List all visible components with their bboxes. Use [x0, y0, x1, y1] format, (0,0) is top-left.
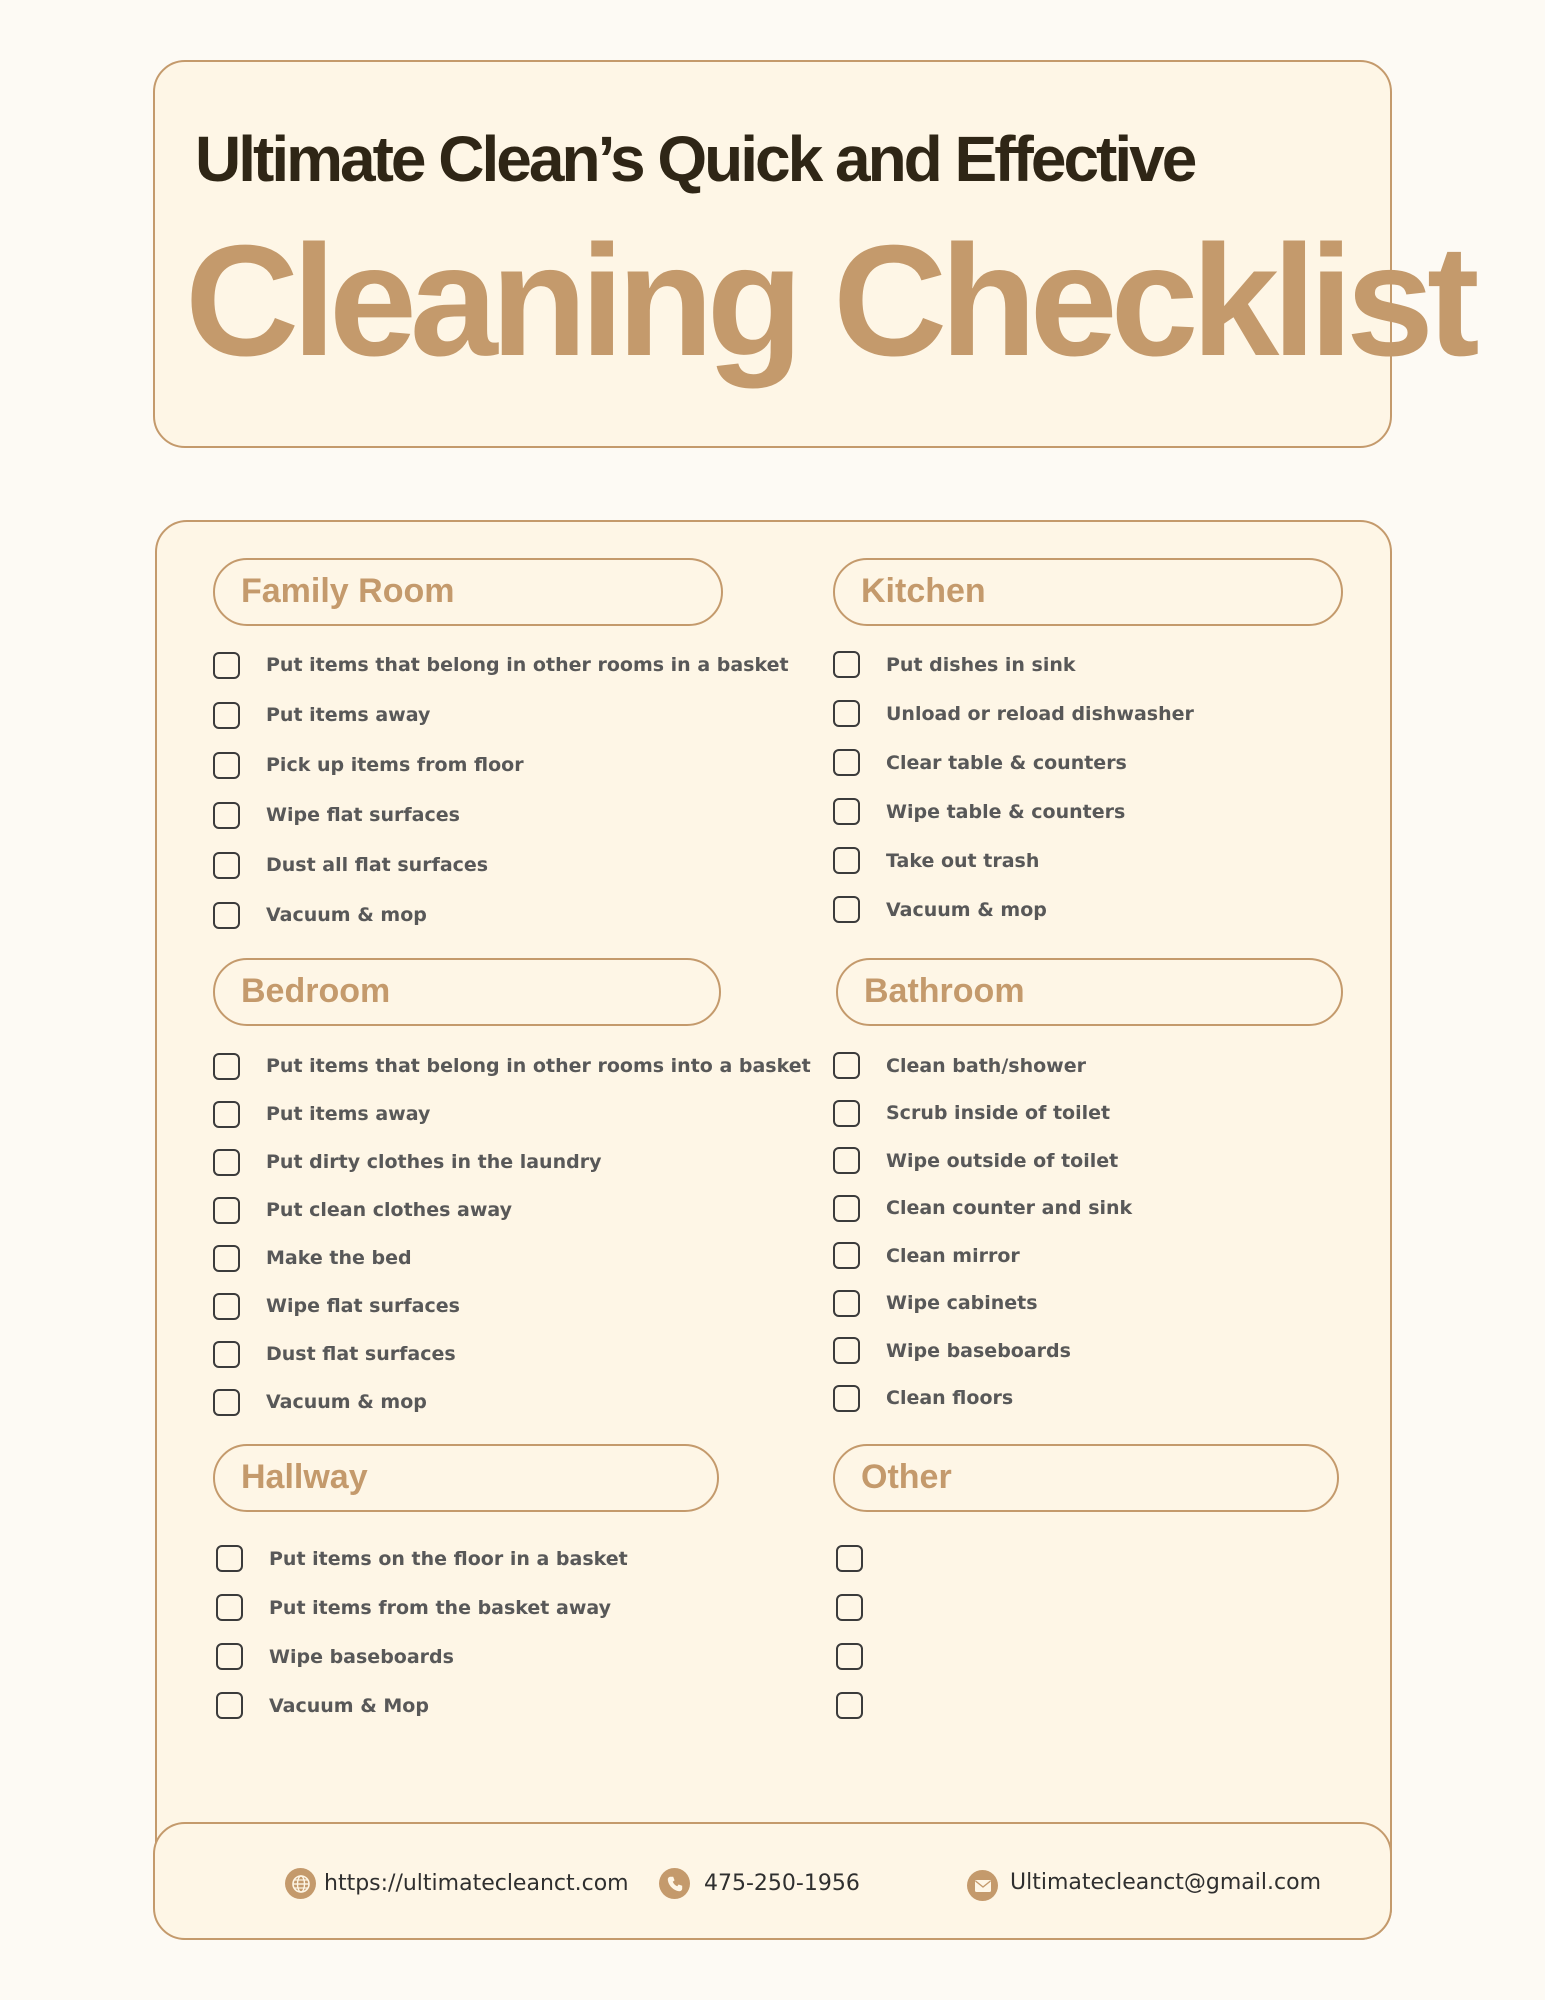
checklist-item[interactable]	[833, 787, 1343, 836]
item-label: Vacuum & mop	[886, 898, 1047, 921]
page-title: Cleaning Checklist	[185, 213, 1473, 389]
checklist-item[interactable]	[833, 689, 1343, 738]
section-title: Family Room	[241, 572, 455, 610]
checklist-item[interactable]	[213, 640, 789, 690]
item-label: Scrub inside of toilet	[886, 1102, 1111, 1125]
checkbox[interactable]	[836, 1545, 863, 1572]
checklist-item[interactable]	[213, 1378, 811, 1426]
checklist-items	[213, 640, 789, 940]
section-title: Bedroom	[241, 972, 391, 1010]
checklist-item[interactable]	[213, 1042, 811, 1090]
website-contact[interactable]	[285, 1868, 629, 1899]
checklist-item[interactable]	[213, 1330, 811, 1378]
section-title: Kitchen	[861, 572, 986, 610]
checklist-item[interactable]	[833, 1185, 1343, 1233]
checkbox[interactable]	[213, 752, 240, 779]
checkbox[interactable]	[213, 1053, 240, 1080]
checkbox[interactable]	[833, 1052, 860, 1079]
item-label: Put items away	[266, 1103, 431, 1125]
checklist-items	[833, 640, 1343, 934]
item-label: Wipe baseboards	[269, 1645, 454, 1668]
item-label: Clean mirror	[886, 1244, 1020, 1267]
checkbox[interactable]	[833, 651, 860, 678]
item-label: Put items that belong in other rooms in a basket	[266, 654, 789, 676]
checkbox[interactable]	[833, 1385, 860, 1412]
item-label: Wipe flat surfaces	[266, 1295, 460, 1317]
section-header	[213, 558, 723, 626]
item-label: Clean bath/shower	[886, 1054, 1086, 1077]
checklist-item[interactable]	[216, 1583, 719, 1632]
checklist-item[interactable]	[213, 1090, 811, 1138]
checklist-item[interactable]	[216, 1632, 719, 1681]
item-label: Take out trash	[886, 849, 1040, 872]
item-label: Make the bed	[266, 1247, 412, 1269]
item-label: Wipe cabinets	[886, 1292, 1038, 1315]
checklist-item[interactable]	[833, 1232, 1343, 1280]
checklist-item[interactable]	[836, 1583, 1339, 1632]
checkbox[interactable]	[833, 1242, 860, 1269]
section-header	[833, 558, 1343, 626]
checklist-item[interactable]	[836, 1534, 1339, 1583]
phone-contact[interactable]	[659, 1868, 860, 1899]
item-label: Pick up items from floor	[266, 754, 524, 776]
checkbox[interactable]	[836, 1643, 863, 1670]
checkbox[interactable]	[213, 1101, 240, 1128]
checkbox[interactable]	[833, 1290, 860, 1317]
section-header	[213, 958, 721, 1026]
checklist-item[interactable]	[833, 1042, 1343, 1090]
checklist-items	[216, 1534, 719, 1730]
checklist-item[interactable]	[213, 790, 789, 840]
item-label: Wipe baseboards	[886, 1339, 1071, 1362]
item-label: Wipe outside of toilet	[886, 1149, 1119, 1172]
section-title: Bathroom	[864, 972, 1025, 1010]
checkbox[interactable]	[833, 847, 860, 874]
checkbox[interactable]	[213, 1389, 240, 1416]
checkbox[interactable]	[213, 802, 240, 829]
email-contact[interactable]	[967, 1864, 1321, 1901]
section-kitchen	[833, 558, 1343, 934]
email-address[interactable]: Ultimatecleanct@gmail.com	[1010, 1870, 1321, 1895]
checklist-item[interactable]	[833, 1090, 1343, 1138]
checkbox[interactable]	[836, 1594, 863, 1621]
item-label: Put items from the basket away	[269, 1596, 611, 1619]
section-bedroom	[213, 958, 811, 1426]
checkbox[interactable]	[833, 1195, 860, 1222]
item-label: Vacuum & mop	[266, 1391, 427, 1413]
item-label: Wipe flat surfaces	[266, 804, 460, 826]
checklist-item[interactable]	[213, 1282, 811, 1330]
website-link[interactable]: https://ultimatecleanct.com	[324, 1871, 629, 1896]
section-header	[213, 1444, 719, 1512]
checkbox[interactable]	[213, 652, 240, 679]
item-label: Clean counter and sink	[886, 1197, 1133, 1220]
section-other	[833, 1444, 1339, 1730]
checklist-item[interactable]	[213, 1234, 811, 1282]
checklist-item[interactable]	[213, 1138, 811, 1186]
checklist-item[interactable]	[216, 1534, 719, 1583]
checkbox[interactable]	[833, 896, 860, 923]
section-header	[833, 1444, 1339, 1512]
checkbox[interactable]	[213, 1341, 240, 1368]
section-family-room	[213, 558, 789, 940]
checkbox[interactable]	[213, 1245, 240, 1272]
checklist-item[interactable]	[213, 840, 789, 890]
checklist-item[interactable]	[833, 885, 1343, 934]
checklist-item[interactable]	[833, 738, 1343, 787]
checklist-item[interactable]	[213, 1186, 811, 1234]
checklist-item[interactable]	[213, 740, 789, 790]
checkbox[interactable]	[833, 1147, 860, 1174]
checkbox[interactable]	[216, 1643, 243, 1670]
checkbox[interactable]	[216, 1594, 243, 1621]
checkbox[interactable]	[833, 1100, 860, 1127]
item-label: Clean floors	[886, 1387, 1014, 1410]
section-hallway	[213, 1444, 719, 1730]
page-subtitle: Ultimate Clean’s Quick and Effective	[195, 123, 1195, 195]
section-title: Other	[861, 1458, 952, 1496]
checkbox[interactable]	[213, 1197, 240, 1224]
checklist-item[interactable]	[833, 1137, 1343, 1185]
checklist-item[interactable]	[836, 1681, 1339, 1730]
item-label: Put dirty clothes in the laundry	[266, 1151, 602, 1173]
item-label: Wipe table & counters	[886, 800, 1126, 823]
checklist-item[interactable]	[833, 1375, 1343, 1423]
checkbox[interactable]	[213, 902, 240, 929]
checklist-items	[833, 1042, 1343, 1422]
checklist-card	[155, 520, 1392, 1940]
section-bathroom	[836, 958, 1343, 1422]
checklist-item[interactable]	[833, 640, 1343, 689]
checkbox[interactable]	[213, 1149, 240, 1176]
section-header	[836, 958, 1343, 1026]
header-card	[153, 60, 1473, 448]
item-label: Dust all flat surfaces	[266, 854, 489, 876]
item-label: Clear table & counters	[886, 751, 1127, 774]
checklist-items	[213, 1042, 811, 1426]
checkbox[interactable]	[833, 1337, 860, 1364]
checkbox[interactable]	[833, 749, 860, 776]
checklist-item[interactable]	[213, 890, 789, 940]
item-label: Put items that belong in other rooms into a basket	[266, 1055, 811, 1077]
globe-icon	[285, 1868, 316, 1899]
item-label: Dust flat surfaces	[266, 1343, 456, 1365]
checkbox[interactable]	[216, 1545, 243, 1572]
checklist-item[interactable]	[833, 836, 1343, 885]
contact-footer	[153, 1822, 1392, 1940]
checklist-item[interactable]	[213, 690, 789, 740]
item-label: Put items away	[266, 704, 431, 726]
item-label: Vacuum & Mop	[269, 1694, 429, 1717]
checkbox[interactable]	[216, 1692, 243, 1719]
item-label: Vacuum & mop	[266, 904, 427, 926]
checklist-item[interactable]	[216, 1681, 719, 1730]
checklist-item[interactable]	[833, 1280, 1343, 1328]
checklist-item[interactable]	[836, 1632, 1339, 1681]
section-title: Hallway	[241, 1458, 368, 1496]
item-label: Put dishes in sink	[886, 653, 1076, 676]
checkbox[interactable]	[213, 702, 240, 729]
checklist-items	[836, 1534, 1339, 1730]
item-label: Put clean clothes away	[266, 1199, 513, 1221]
phone-number[interactable]: 475-250-1956	[704, 1871, 860, 1896]
checkbox[interactable]	[213, 1293, 240, 1320]
checkbox[interactable]	[213, 852, 240, 879]
checkbox[interactable]	[833, 798, 860, 825]
item-label: Put items on the floor in a basket	[269, 1547, 628, 1570]
item-label: Unload or reload dishwasher	[886, 702, 1194, 725]
envelope-icon	[967, 1870, 998, 1901]
checkbox[interactable]	[833, 700, 860, 727]
phone-icon	[659, 1868, 690, 1899]
checklist-item[interactable]	[833, 1327, 1343, 1375]
checkbox[interactable]	[836, 1692, 863, 1719]
